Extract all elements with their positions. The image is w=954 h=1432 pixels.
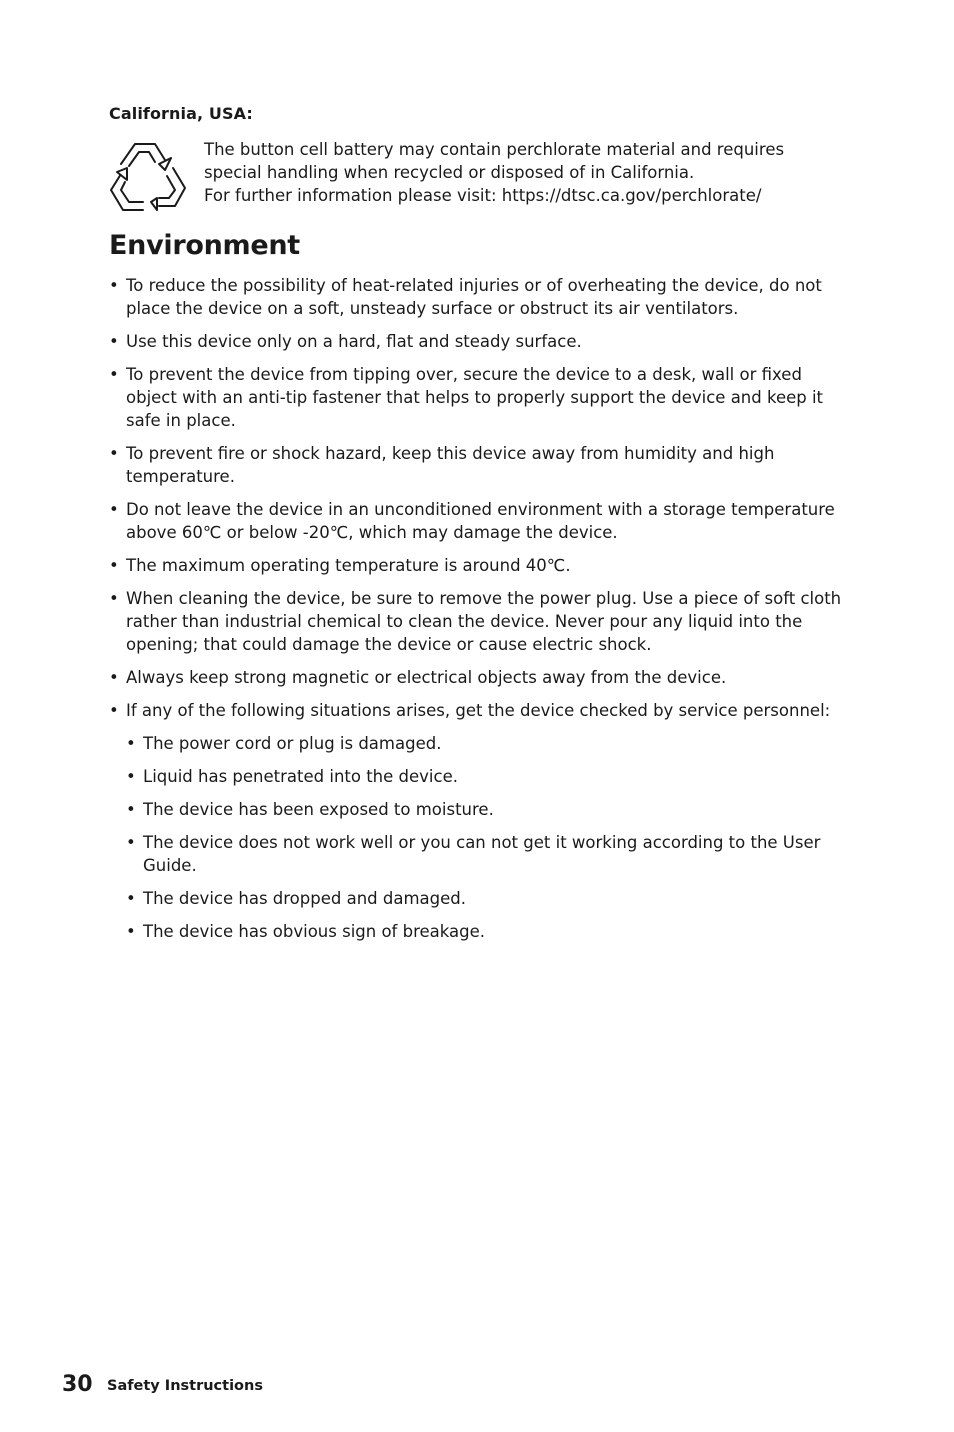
bullet-marker: • [109,500,119,519]
bullet-marker: • [109,276,119,295]
bullet-marker: • [126,833,136,852]
bullet-marker: • [126,800,136,819]
bullet-marker: • [109,444,119,463]
california-line: For further information please visit: https://dtsc.ca.gov/perchlorate/ [204,186,762,205]
recycle-icon [107,140,191,216]
sub-list-item [126,831,851,877]
environment-title: Environment [109,230,300,261]
list-item-text: Do not leave the device in an unconditioned environment with a storage temperature above 60℃ or below -20℃, which may damage the device. [126,500,835,542]
bullet-marker: • [109,556,119,575]
list-item-text: Use this device only on a hard, flat and steady surface. [126,332,582,351]
list-item [109,442,851,488]
bullet-marker: • [109,332,119,351]
list-item-text: The device does not work well or you can not get it working according to the User Guide. [143,833,821,875]
list-item [109,666,851,689]
california-line: The button cell battery may contain perchlorate material and requires [204,140,785,159]
page-number: 30 [62,1372,93,1397]
bullet-marker: • [126,734,136,753]
list-item-text: If any of the following situations arises, get the device checked by service personnel: [126,701,831,720]
list-item-text: To prevent fire or shock hazard, keep this device away from humidity and high temperature. [126,444,775,486]
california-line: special handling when recycled or disposed of in California. [204,163,695,182]
bullet-marker: • [126,889,136,908]
california-heading: California, USA: [109,104,253,123]
bullet-marker: • [126,767,136,786]
list-item-text: The device has obvious sign of breakage. [143,922,486,941]
list-item-text: When cleaning the device, be sure to remove the power plug. Use a piece of soft cloth rather than industrial chemical to clean the device. Never pour any liquid into the opening; that could damage the device or cause electric shock. [126,589,842,654]
sub-list-item [126,920,851,943]
environment-list [109,274,851,953]
sub-list-item [126,765,851,788]
list-item [109,363,851,432]
sub-list-item [126,887,851,910]
list-item-text: The device has been exposed to moisture. [143,800,494,819]
bullet-marker: • [109,668,119,687]
list-item [109,587,851,656]
list-item [109,554,851,577]
list-item-text: The maximum operating temperature is around 40℃. [126,556,571,575]
bullet-marker: • [109,589,119,608]
bullet-marker: • [109,701,119,720]
list-item [109,498,851,544]
california-notice [204,138,824,207]
list-item-text: Always keep strong magnetic or electrical objects away from the device. [126,668,727,687]
bullet-marker: • [126,922,136,941]
list-item-text: To prevent the device from tipping over, secure the device to a desk, wall or fixed object with an anti-tip fastener that helps to properly support the device and keep it safe in place. [126,365,824,430]
list-item-text: The device has dropped and damaged. [143,889,466,908]
list-item-text: Liquid has penetrated into the device. [143,767,458,786]
bullet-marker: • [109,365,119,384]
list-item [109,330,851,353]
list-item [109,274,851,320]
footer-section-label: Safety Instructions [107,1378,263,1394]
list-item-text: The power cord or plug is damaged. [143,734,442,753]
list-item-text: To reduce the possibility of heat-related injuries or of overheating the device, do not place the device on a soft, unsteady surface or obstruct its air ventilators. [126,276,822,318]
list-item [109,699,851,722]
sub-list-item [126,732,851,755]
sub-list-item [126,798,851,821]
